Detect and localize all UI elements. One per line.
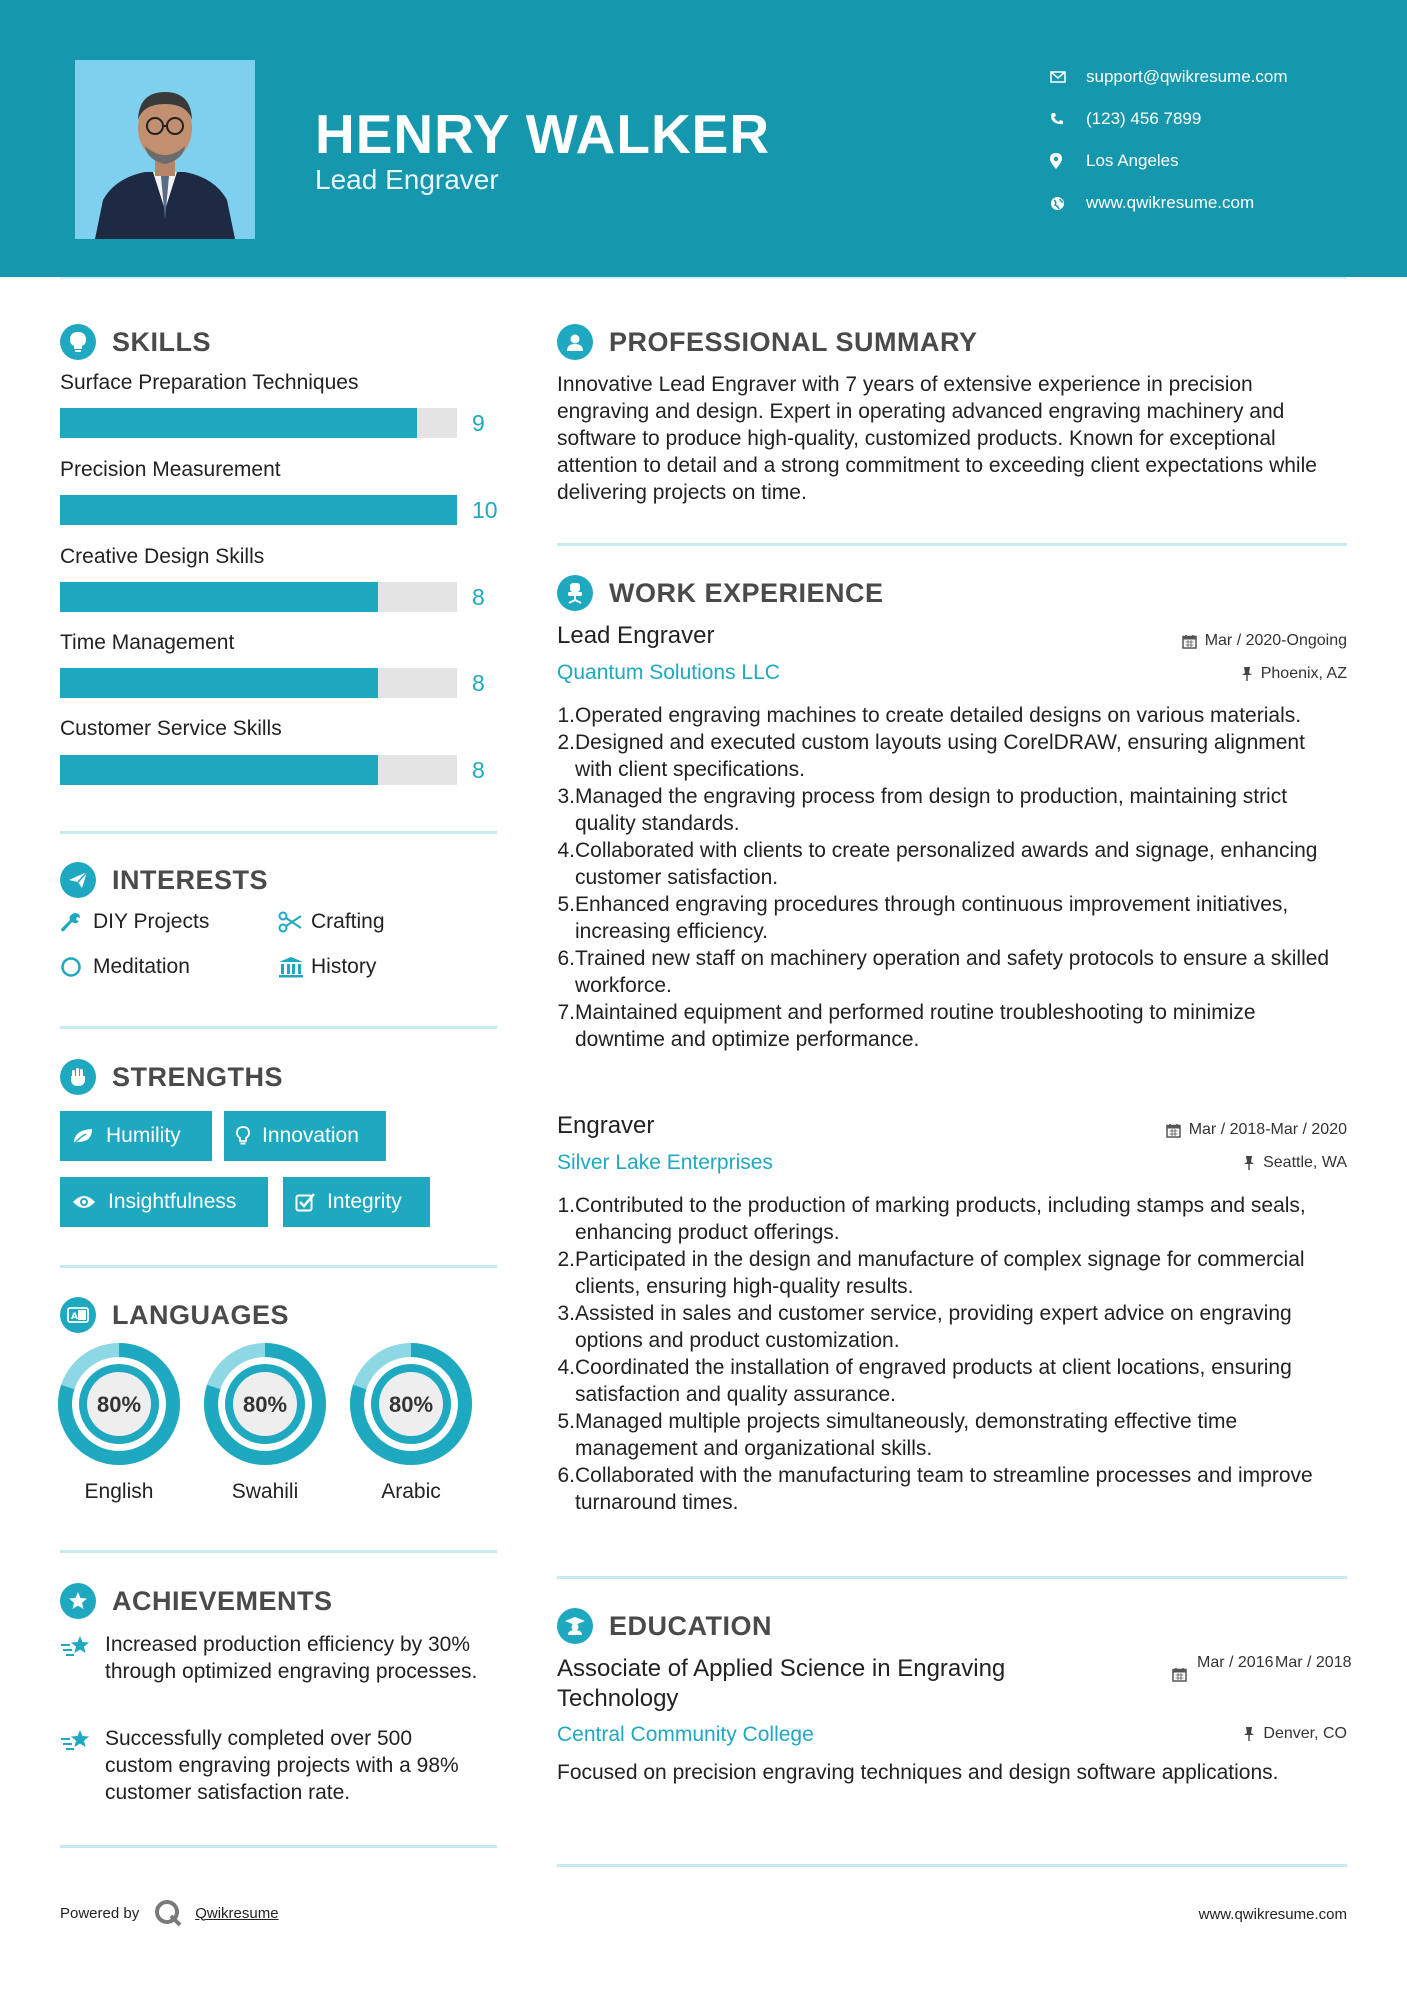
pushpin-icon — [1243, 1155, 1255, 1171]
list-item: 1. Operated engraving machines to create detailed designs on various materials. — [557, 704, 1302, 727]
contact-email[interactable]: support@qwikresume.com — [1050, 56, 1288, 98]
circle-icon — [60, 956, 93, 978]
language-item — [349, 1342, 473, 1504]
calendar-icon — [1182, 634, 1197, 649]
language-percent: 80% — [242, 1392, 288, 1417]
section-divider — [60, 831, 497, 834]
strength-chip: Innovation — [224, 1111, 386, 1161]
candidate-role: Lead Engraver — [315, 164, 499, 195]
paper-plane-icon — [60, 862, 96, 898]
profile-photo — [75, 60, 255, 239]
section-divider — [60, 1026, 497, 1029]
skill-bar-fill — [60, 582, 378, 612]
section-divider — [557, 543, 1347, 546]
section-divider — [60, 1265, 497, 1268]
job-bullets — [557, 702, 1347, 1053]
shooting-star-icon — [60, 1631, 105, 1685]
strength-chip: Insightfulness — [60, 1177, 268, 1227]
language-percent: 80% — [96, 1392, 142, 1417]
skill-bar-fill — [60, 755, 378, 785]
candidate-name: HENRY WALKER — [315, 103, 771, 165]
fist-icon — [60, 1059, 96, 1095]
language-percent: 80% — [388, 1392, 434, 1417]
pushpin-icon — [1243, 1726, 1255, 1742]
globe-icon — [1050, 196, 1086, 211]
office-chair-icon — [557, 575, 593, 611]
list-item: 3. Managed the engraving process from design to production, maintaining strict quality standards. — [557, 785, 1288, 835]
skill-score: 9 — [472, 410, 485, 436]
degree-title: Associate of Applied Science in Engraving Technology — [557, 1655, 1006, 1712]
achievement-item: Successfully completed over 500 custom engraving projects with a 98% customer satisfaction rate. — [60, 1725, 480, 1806]
skill-bar — [60, 495, 457, 525]
pushpin-icon — [1241, 666, 1253, 682]
skill-bar — [60, 582, 457, 612]
language-name: Arabic — [381, 1480, 441, 1503]
job-dates: Mar / 2020-Ongoing — [1182, 632, 1347, 650]
shooting-star-icon — [60, 1725, 105, 1806]
list-item: 4. Collaborated with clients to create personalized awards and signage, enhancing customer satisfaction. — [557, 839, 1318, 889]
education-location: Denver, CO — [1243, 1725, 1347, 1743]
language-name: English — [84, 1480, 154, 1503]
education-heading: EDUCATION — [557, 1608, 772, 1644]
language-name: Swahili — [231, 1480, 299, 1503]
strengths-heading: STRENGTHS — [60, 1059, 283, 1095]
lightbulb-icon — [60, 324, 96, 360]
museum-icon — [278, 956, 311, 978]
leaf-icon — [72, 1127, 94, 1145]
wrench-icon — [60, 911, 93, 933]
calendar-icon — [1172, 1653, 1187, 1687]
list-item: 5. Enhanced engraving procedures through continuous improvement initiatives, increasing efficiency. — [557, 893, 1289, 943]
job-bullets — [557, 1192, 1347, 1516]
job-title: Engraver — [557, 1112, 655, 1139]
qwikresume-logo-icon — [153, 1898, 183, 1928]
skill-score: 8 — [472, 584, 485, 610]
language-ring — [57, 1342, 181, 1466]
map-pin-icon — [1050, 153, 1086, 169]
summary-heading: PROFESSIONAL SUMMARY — [557, 324, 978, 360]
list-item: 1. Contributed to the production of marking products, including stamps and seals, enhancing product offerings. — [557, 1194, 1306, 1244]
interest-item: History — [278, 955, 376, 979]
qwikresume-link[interactable]: Qwikresume — [195, 1904, 279, 1922]
graduate-icon — [557, 1608, 593, 1644]
list-item: 2. Designed and executed custom layouts using CorelDRAW, ensuring alignment with client specifications. — [557, 731, 1305, 781]
footer-website[interactable]: www.qwikresume.com — [1198, 1906, 1347, 1923]
list-item: 5. Managed multiple projects simultaneously, demonstrating effective time management and organizational skills. — [557, 1410, 1238, 1460]
interests-heading: INTERESTS — [60, 862, 268, 898]
eye-icon — [72, 1194, 96, 1210]
job-dates: Mar / 2018-Mar / 2020 — [1166, 1121, 1347, 1139]
skill-bar-fill — [60, 668, 378, 698]
education-description: Focused on precision engraving techniques and design software applications. — [557, 1761, 1279, 1784]
job-location: Seattle, WA — [1243, 1154, 1347, 1172]
footer-powered-by: Powered by Qwikresume — [60, 1898, 279, 1928]
skill-label: Time Management — [60, 631, 235, 654]
header-divider — [60, 277, 1347, 279]
company-name: Quantum Solutions LLC — [557, 661, 780, 684]
experience-heading: WORK EXPERIENCE — [557, 575, 884, 611]
interest-item: Crafting — [278, 910, 385, 934]
summary-text: Innovative Lead Engraver with 7 years of extensive experience in precision engraving and design. Expert in operating advanced engraving machinery and software to produce high-quality, customized products. Known for exceptional attention to detail and a strong commitment to exceeding client expectations while delivering projects on time. — [557, 373, 1317, 504]
skill-bar-fill — [60, 408, 417, 438]
languages-heading: A LANGUAGES — [60, 1297, 289, 1333]
interest-item: DIY Projects — [60, 910, 209, 934]
education-end: Mar / 2018 — [1275, 1654, 1352, 1671]
skill-label: Precision Measurement — [60, 458, 281, 481]
section-divider — [557, 1864, 1347, 1867]
list-item: 4. Coordinated the installation of engraved products at client locations, ensuring satisfaction and quality assurance. — [557, 1356, 1292, 1406]
education-dates — [1172, 1653, 1353, 1687]
list-item: 2. Participated in the design and manufacture of complex signage for commercial clients, ensuring high-quality results. — [557, 1248, 1305, 1298]
language-icon — [60, 1297, 96, 1333]
interest-item: Meditation — [60, 955, 190, 979]
contact-location: Los Angeles — [1050, 140, 1288, 182]
education-start: Mar / 2016 — [1197, 1654, 1274, 1671]
skill-label: Surface Preparation Techniques — [60, 371, 359, 394]
lightbulb-icon — [236, 1126, 250, 1146]
skill-score: 8 — [472, 670, 485, 696]
svg-text:A: A — [71, 1312, 78, 1322]
strength-chip: Integrity — [283, 1177, 430, 1227]
skill-bar — [60, 755, 457, 785]
phone-icon — [1050, 112, 1086, 126]
scissors-icon — [278, 911, 311, 933]
language-item — [57, 1342, 181, 1504]
strength-chip: Humility — [60, 1111, 212, 1161]
list-item: 3. Assisted in sales and customer service, providing expert advice on engraving options and product customization. — [557, 1302, 1292, 1352]
resume-header — [0, 0, 1407, 277]
list-item: 7. Maintained equipment and performed routine troubleshooting to minimize downtime and optimize performance. — [557, 1001, 1256, 1051]
check-square-icon — [295, 1192, 315, 1212]
job-title: Lead Engraver — [557, 622, 715, 649]
school-name: Central Community College — [557, 1723, 814, 1746]
achievements-heading: ACHIEVEMENTS — [60, 1583, 333, 1619]
language-ring — [203, 1342, 327, 1466]
job-location: Phoenix, AZ — [1241, 665, 1347, 683]
language-item — [203, 1342, 327, 1504]
section-divider — [60, 1845, 497, 1848]
envelope-icon — [1050, 71, 1086, 83]
skills-heading: SKILLS — [60, 324, 211, 360]
skill-bar — [60, 668, 457, 698]
skill-label: Creative Design Skills — [60, 545, 265, 568]
language-ring — [349, 1342, 473, 1466]
star-badge-icon — [60, 1583, 96, 1619]
list-item: 6. Trained new staff on machinery operation and safety protocols to ensure a skilled workforce. — [557, 947, 1330, 997]
calendar-icon — [1166, 1123, 1181, 1138]
section-divider — [60, 1550, 497, 1553]
skill-score: 8 — [472, 757, 485, 783]
section-divider — [557, 1576, 1347, 1579]
skill-bar — [60, 408, 457, 438]
company-name: Silver Lake Enterprises — [557, 1151, 773, 1174]
contact-list — [1050, 56, 1288, 224]
list-item: 6. Collaborated with the manufacturing team to streamline processes and improve turnaround times. — [557, 1464, 1313, 1514]
contact-website[interactable]: www.qwikresume.com — [1050, 182, 1288, 224]
achievement-item: Increased production efficiency by 30% through optimized engraving processes. — [60, 1631, 480, 1685]
contact-phone[interactable]: (123) 456 7899 — [1050, 98, 1288, 140]
user-icon — [557, 324, 593, 360]
skill-score: 10 — [472, 497, 498, 523]
skill-label: Customer Service Skills — [60, 717, 282, 740]
skill-bar-fill — [60, 495, 457, 525]
